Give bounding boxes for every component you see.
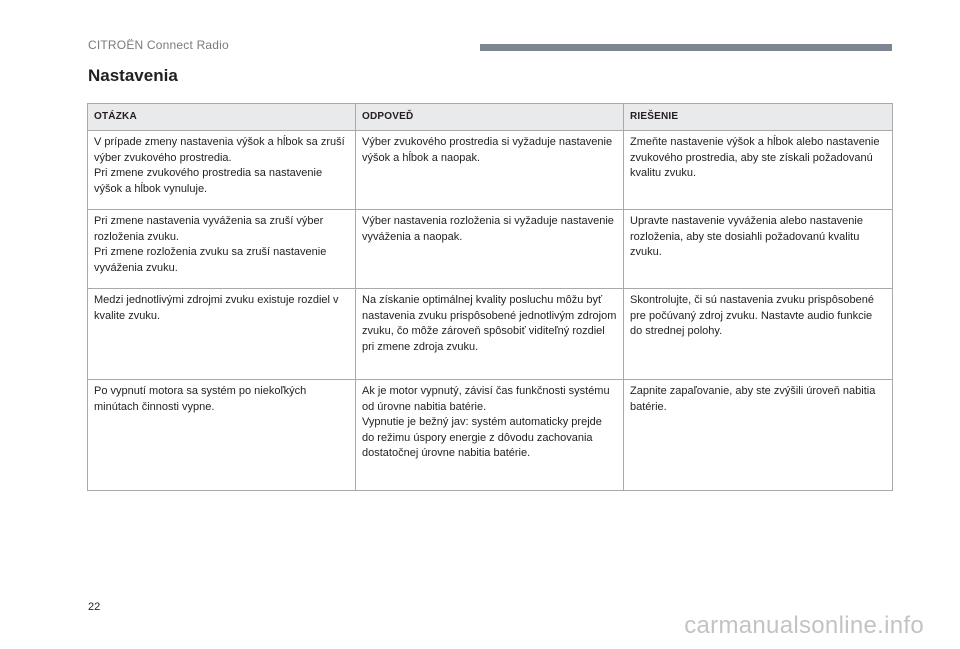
answer-cell: Výber zvukového prostredia si vyžaduje nastavenie výšok a hĺbok a naopak. — [356, 131, 624, 210]
table-row — [88, 380, 893, 491]
column-header-answer: ODPOVEĎ — [356, 104, 624, 131]
page-number: 22 — [88, 601, 101, 613]
table-row — [88, 131, 893, 210]
solution-cell: Zapnite zapaľovanie, aby ste zvýšili úroveň nabitia batérie. — [624, 380, 893, 491]
solution-cell: Upravte nastavenie vyváženia alebo nastavenie rozloženia, aby ste dosiahli požadovanú kvalitu zvuku. — [624, 210, 893, 289]
answer-cell: Ak je motor vypnutý, závisí čas funkčnosti systému od úrovne nabitia batérie. Vypnutie je bežný jav: systém automaticky prejde do režimu úspory energie z dôvodu zachovania dostatočnej úrovne nabitia batérie. — [356, 380, 624, 491]
answer-cell: Výber nastavenia rozloženia si vyžaduje nastavenie vyváženia a naopak. — [356, 210, 624, 289]
question-cell: Medzi jednotlivými zdrojmi zvuku existuje rozdiel v kvalite zvuku. — [88, 289, 356, 380]
solution-cell: Zmeňte nastavenie výšok a hĺbok alebo nastavenie zvukového prostredia, aby ste získali požadovanú kvalitu zvuku. — [624, 131, 893, 210]
manual-title: CITROËN Connect Radio — [88, 38, 229, 52]
table-row — [88, 210, 893, 289]
watermark: carmanualsonline.info — [684, 612, 924, 639]
column-header-solution: RIEŠENIE — [624, 104, 893, 131]
solution-cell: Skontrolujte, či sú nastavenia zvuku prispôsobené pre počúvaný zdroj zvuku. Nastavte audio funkcie do strednej polohy. — [624, 289, 893, 380]
question-cell: V prípade zmeny nastavenia výšok a hĺbok sa zruší výber zvukového prostredia. Pri zmene zvukového prostredia sa nastavenie výšok a hĺbok vynuluje. — [88, 131, 356, 210]
answer-cell: Na získanie optimálnej kvality posluchu môžu byť nastavenia zvuku prispôsobené jednotlivým zdrojom zvuku, čo môže zároveň spôsobiť viditeľný rozdiel pri zmene zdroja zvuku. — [356, 289, 624, 380]
header-decorative-bar — [480, 44, 892, 51]
troubleshooting-table — [87, 103, 893, 491]
table-row — [88, 289, 893, 380]
page-heading: Nastavenia — [88, 66, 178, 85]
question-cell: Pri zmene nastavenia vyváženia sa zruší výber rozloženia zvuku. Pri zmene rozloženia zvuku sa zruší nastavenie vyváženia zvuku. — [88, 210, 356, 289]
column-header-question: OTÁZKA — [88, 104, 356, 131]
table-header-row — [88, 104, 893, 131]
question-cell: Po vypnutí motora sa systém po niekoľkých minútach činnosti vypne. — [88, 380, 356, 491]
